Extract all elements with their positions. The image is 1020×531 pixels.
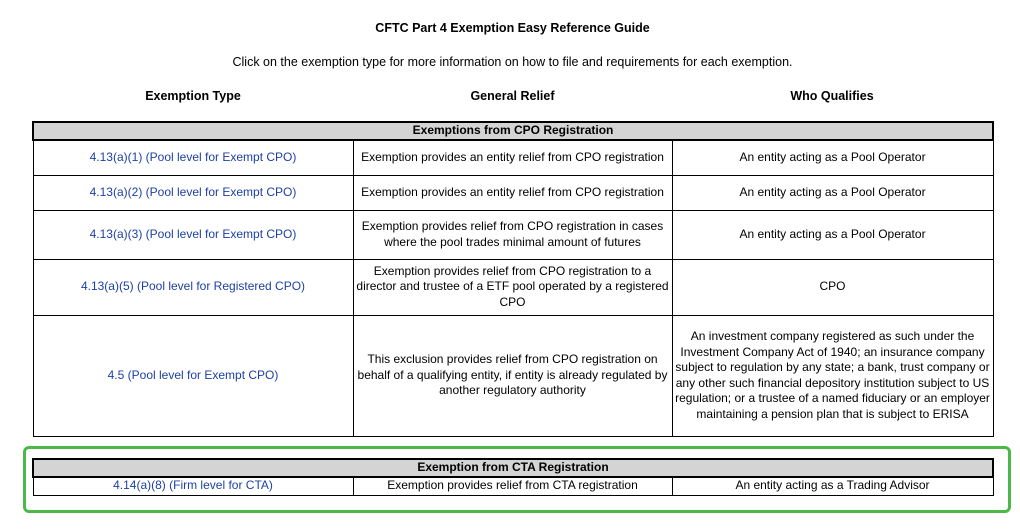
page-title: CFTC Part 4 Exemption Easy Reference Guide (375, 21, 650, 35)
table-row (33, 259, 993, 315)
table-row (33, 140, 993, 176)
exemption-link-4-13-a-1[interactable]: 4.13(a)(1) (Pool level for Exempt CPO) (33, 140, 353, 176)
exemption-link-4-13-a-2[interactable]: 4.13(a)(2) (Pool level for Exempt CPO) (33, 175, 353, 210)
general-relief-cell: Exemption provides an entity relief from CPO registration (353, 140, 672, 176)
exemption-link-4-13-a-5[interactable]: 4.13(a)(5) (Pool level for Registered CPO) (33, 259, 353, 315)
general-relief-cell: Exemption provides relief from CPO registration to a director and trustee of a ETF pool operated by a registered CPO (353, 259, 672, 315)
who-qualifies-cell: An entity acting as a Pool Operator (672, 210, 993, 259)
exemption-link-4-14-a-8[interactable]: 4.14(a)(8) (Firm level for CTA) (33, 477, 353, 496)
column-header-who-qualifies: Who Qualifies (790, 89, 874, 103)
who-qualifies-cell: An entity acting as a Pool Operator (672, 175, 993, 210)
general-relief-cell: Exemption provides relief from CPO registration in cases where the pool trades minimal amount of futures (353, 210, 672, 259)
cta-exemptions-table (32, 458, 994, 496)
who-qualifies-cell: An entity acting as a Pool Operator (672, 140, 993, 176)
who-qualifies-cell: CPO (672, 259, 993, 315)
cpo-exemptions-table (32, 121, 994, 437)
page-instructions: Click on the exemption type for more information on how to file and requirements for each exemption. (232, 55, 793, 69)
general-relief-cell: Exemption provides relief from CTA registration (353, 477, 672, 496)
cpo-section-heading: Exemptions from CPO Registration (33, 122, 993, 140)
general-relief-cell: This exclusion provides relief from CPO registration on behalf of a qualifying entity, if entity is already regulated by another regulatory authority (353, 315, 672, 436)
who-qualifies-cell: An investment company registered as such under the Investment Company Act of 1940; an insurance company subject to regulation by any state; a bank, trust company or any other such financial depository institution subject to US regulation; or a trustee of a named fiduciary or an employer maintaining a pension plan that is subject to ERISA (672, 315, 993, 436)
exemption-link-4-13-a-3[interactable]: 4.13(a)(3) (Pool level for Exempt CPO) (33, 210, 353, 259)
table-row (33, 210, 993, 259)
column-header-exemption-type: Exemption Type (145, 89, 241, 103)
general-relief-cell: Exemption provides an entity relief from CPO registration (353, 175, 672, 210)
table-row (33, 175, 993, 210)
cta-section-heading: Exemption from CTA Registration (33, 459, 993, 477)
column-header-general-relief: General Relief (470, 89, 555, 103)
who-qualifies-cell: An entity acting as a Trading Advisor (672, 477, 993, 496)
table-row (33, 477, 993, 496)
exemption-link-4-5[interactable]: 4.5 (Pool level for Exempt CPO) (33, 315, 353, 436)
table-row (33, 315, 993, 436)
